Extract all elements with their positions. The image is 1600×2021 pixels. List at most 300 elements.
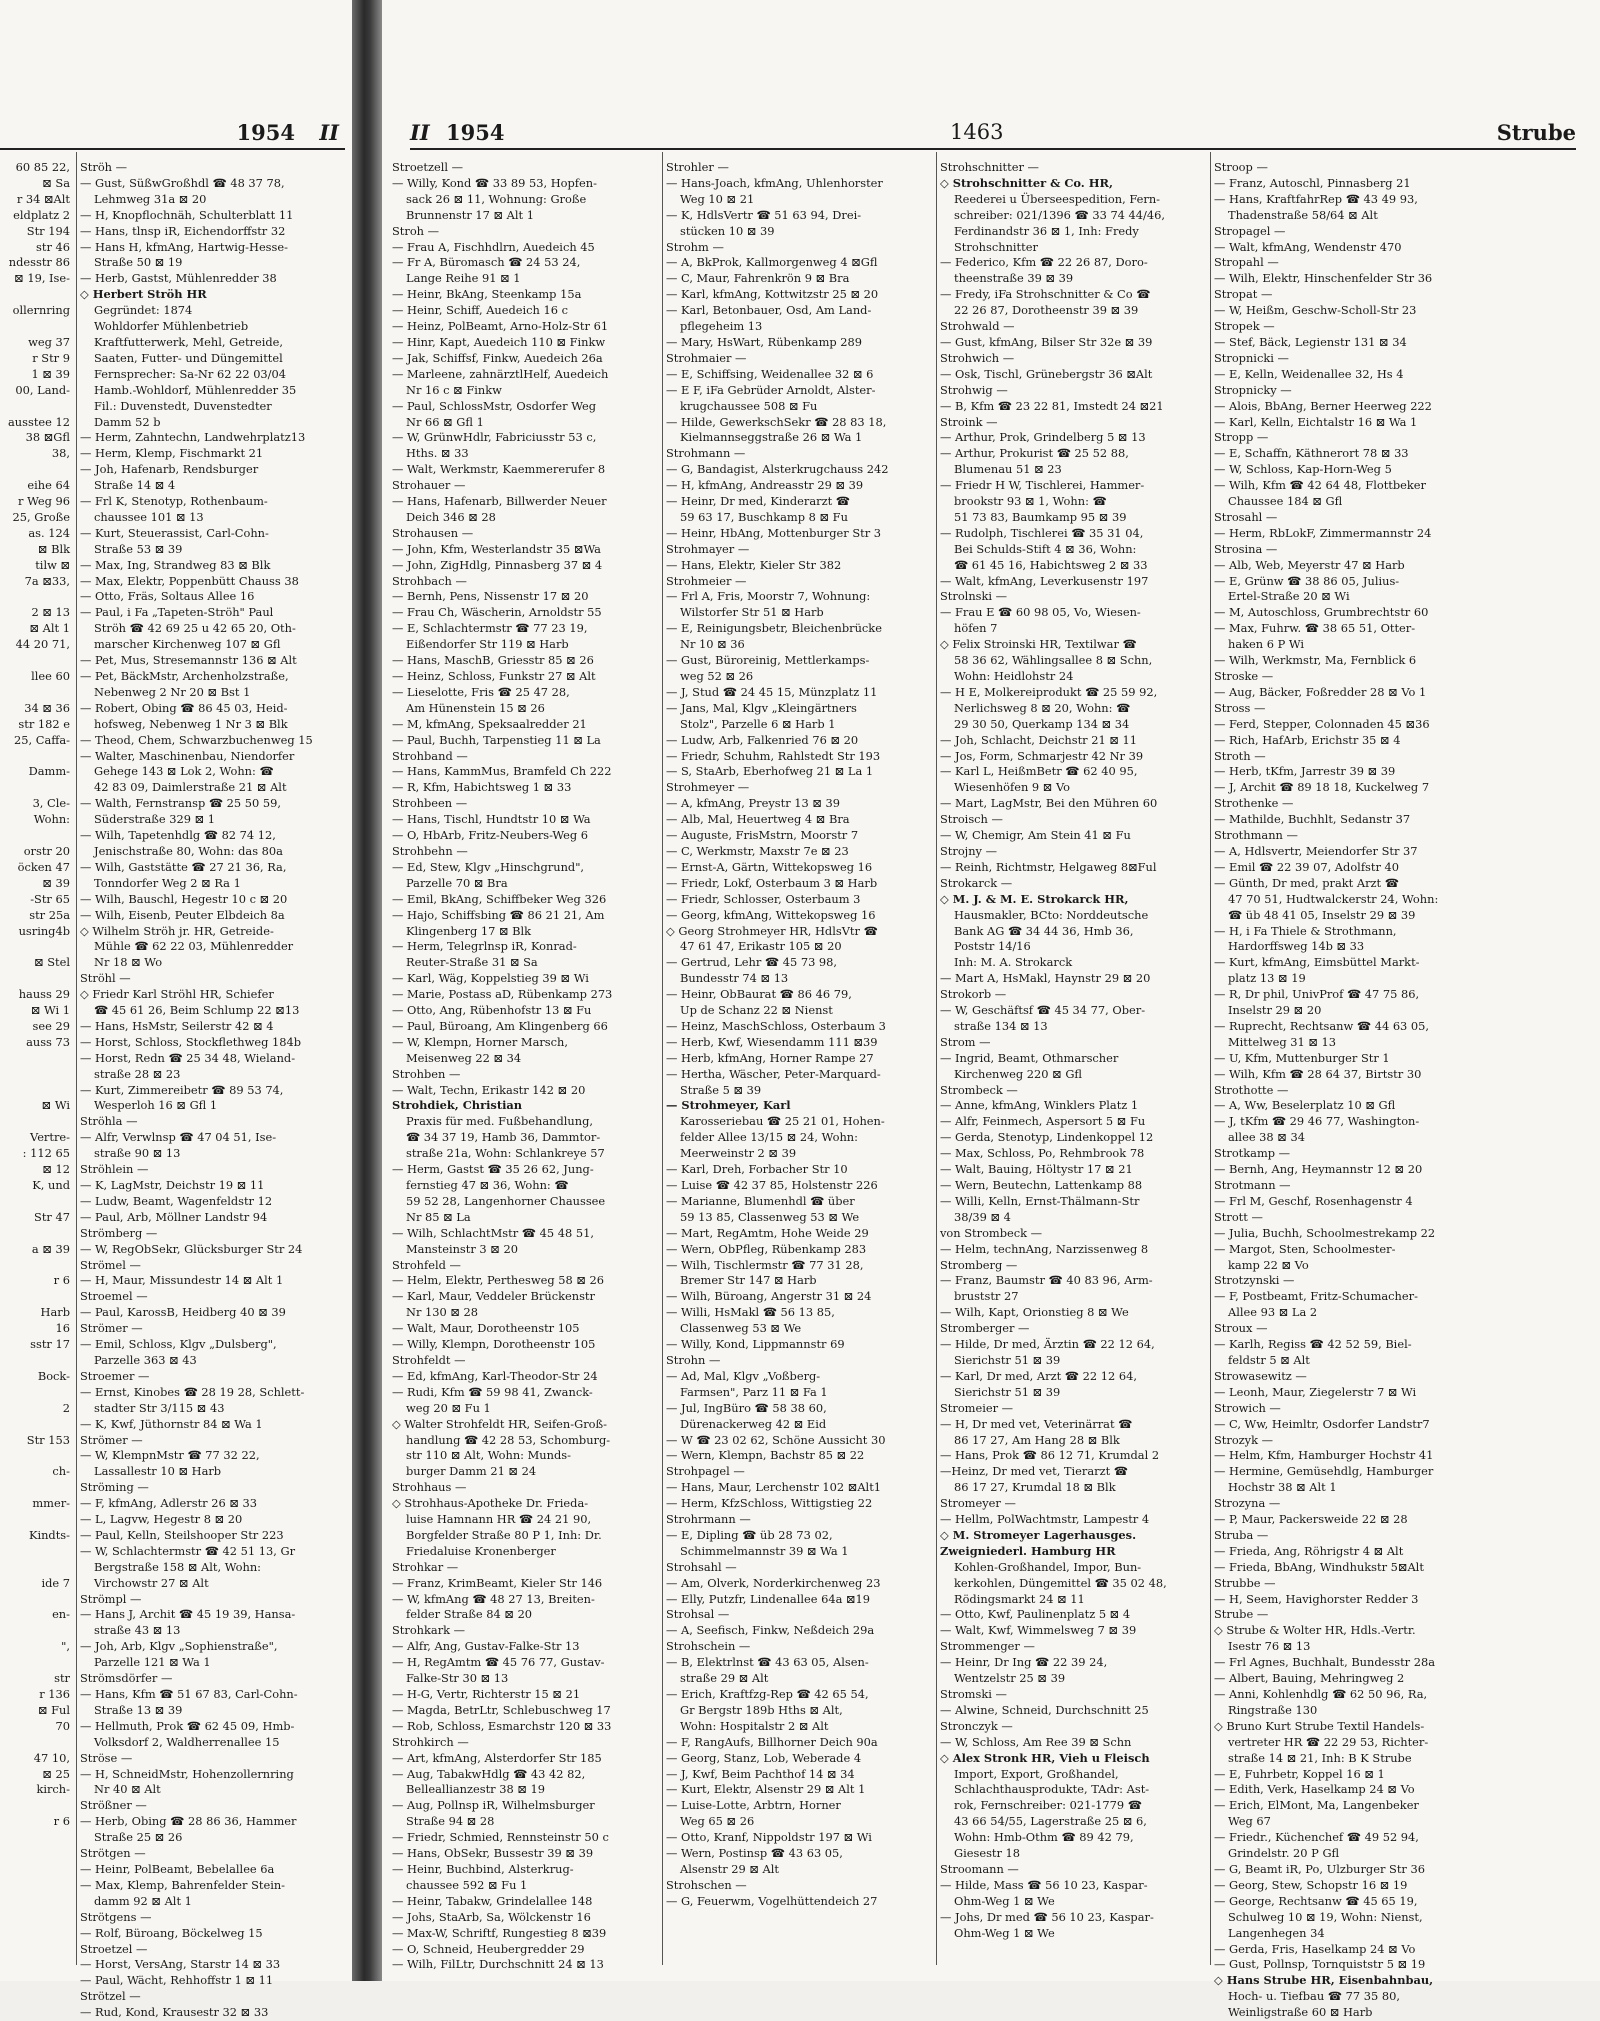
directory-entry-line: — Anni, Kohlenhdlg ☎ 62 50 96, Ra, [1214,1687,1428,1701]
surname-heading: Stropahl — [1214,255,1279,270]
fragment-line: orstr 20 [23,843,70,858]
directory-entry-line: — Marleene, zahnärztlHelf, Auedeich [392,366,609,381]
directory-entry-line: — Gust, kfmAng, Bilser Str 32e ⊠ 39 [940,334,1153,349]
left-header-section: II [319,120,339,145]
directory-entry-line: Bundesstr 74 ⊠ 13 [680,971,789,986]
directory-entry-line: — Hans H, kfmAng, Hartwig-Hesse- [80,239,288,254]
surname-heading: Strohschen — [666,1877,747,1892]
fragment-line [0,939,72,955]
left-page [0,0,352,2020]
directory-entry-line: 47 61 47, Erikastr 105 ⊠ 20 [680,939,842,954]
surname-heading: von Strombeck — [940,1225,1043,1240]
directory-entry-line: — H, kfmAng, Andreasstr 29 ⊠ 39 [666,478,864,493]
directory-entry-line: — Herb, Obing ☎ 28 86 36, Hammer [80,1814,297,1829]
surname-heading: Strokarck — [940,875,1013,890]
directory-entry-line: — J, Stud ☎ 24 45 15, Münzplatz 11 [666,684,878,699]
directory-entry-line: straße 28 ⊠ 23 [94,1066,181,1081]
directory-entry-line: — Hermine, Gemüsehdlg, Hamburger [1214,1464,1434,1479]
fragment-line [0,1051,72,1067]
directory-entry-line: — Hans, Maur, Lerchenstr 102 ⊠Alt1 [666,1480,882,1495]
fragment-line: llee 60 [31,669,70,683]
directory-entry-line: — H, Dr med vet, Veterinärrat ☎ [940,1416,1133,1431]
directory-entry-line: — P, Maur, Packersweide 22 ⊠ 28 [1214,1512,1408,1527]
directory-entry-line: Am Hünenstein 15 ⊠ 26 [406,700,545,715]
directory-entry-line: Weg 67 [1228,1814,1271,1829]
directory-entry-line: — Hans, Prok ☎ 86 12 71, Krumdal 2 [940,1448,1160,1463]
directory-entry-line: — Herb, Gastst, Mühlenredder 38 [80,271,277,286]
fragment-line [0,1560,72,1576]
fragment-line: 7a ⊠33, [24,573,70,588]
directory-entry-line: ◇ M. J. & M. E. Strokarck HR, [940,891,1129,906]
directory-entry-line: — Strohmeyer, Karl [666,1098,791,1113]
fragment-line [0,1385,72,1401]
directory-entry-line: — Wilh, Kapt, Orionstieg 8 ⊠ We [940,1305,1129,1320]
fragment-line: eldplatz 2 [13,207,70,222]
surname-heading: Strohn — [666,1352,721,1367]
fragment-line [0,1623,72,1639]
right-header-year: 1954 [446,120,505,145]
surname-heading: Strotmann — [1214,1178,1291,1192]
surname-heading: Strohler — [666,160,729,174]
directory-entry-line: — Joh, Schlacht, Deichstr 21 ⊠ 11 [940,732,1137,747]
directory-entry-line: Hths. ⊠ 33 [406,446,469,461]
surname-heading: Stroop — [1214,160,1268,174]
directory-entry-line: — Heinr, Tabakw, Grindelallee 148 [392,1893,593,1908]
fragment-line [0,1083,72,1099]
directory-entry-line: — Max, Schloss, Po, Rehmbrook 78 [940,1146,1145,1161]
fragment-line: r 34 ⊠Alt [16,191,70,206]
directory-entry-line: — Gerda, Stenotyp, Lindenkoppel 12 [940,1130,1154,1145]
directory-entry-line: ◇ Georg Strohmeyer HR, HdlsVtr ☎ [666,923,878,938]
page-number: 1463 [950,120,1004,144]
directory-entry-line: — H, Maur, Missundestr 14 ⊠ Alt 1 [80,1273,284,1288]
fragment-line: 2 ⊠ 13 [31,605,70,620]
directory-entry-line: Nr 16 c ⊠ Finkw [406,382,502,397]
directory-entry-line: — Hans, KraftfahrRep ☎ 43 49 93, [1214,191,1418,206]
surname-heading: Strojny — [940,843,997,858]
directory-entry-line: Nr 18 ⊠ Wo [94,955,163,970]
directory-entry-line: Weinligstraße 60 ⊠ Harb [1228,2005,1373,2020]
directory-entry-line: Nebenweg 2 Nr 20 ⊠ Bst 1 [94,684,251,699]
surname-heading: Strozyk — [1214,1432,1274,1447]
directory-entry-line: Kirchenweg 220 ⊠ Gfl [954,1066,1083,1081]
directory-entry-line: — Erich, ElMont, Ma, Langenbeker [1214,1798,1419,1813]
directory-entry-line: — H, i Fa Thiele & Strothmann, [1214,923,1397,938]
directory-entry-line: — Wern, ObPfleg, Rübenkamp 283 [666,1241,867,1256]
directory-entry-line: felder Allee 13/15 ⊠ 24, Wohn: [680,1130,858,1145]
fragment-line: Wohn: [33,812,70,827]
left-page-header [0,118,345,150]
directory-entry-line: — Hans-Joach, kfmAng, Uhlenhorster [666,175,883,190]
directory-entry-line: Fernsprecher: Sa-Nr 62 22 03/04 [94,366,287,381]
directory-entry-line: — Wilh, Werkmstr, Ma, Fernblick 6 [1214,653,1417,668]
fragment-line [0,1544,72,1560]
surname-heading: Strohhaus — [392,1480,467,1495]
directory-entry-line: — K, HdlsVertr ☎ 51 63 94, Drei- [666,207,862,222]
directory-entry-line: Virchowstr 27 ⊠ Alt [94,1575,209,1590]
directory-entry-line: Mansteinstr 3 ⊠ 20 [406,1241,518,1256]
directory-entry-line: — Hans, Elektr, Kieler Str 382 [666,557,842,572]
directory-entry-line: Weg 65 ⊠ 26 [680,1814,755,1829]
directory-entry-line: — Frl K, Stenotyp, Rothenbaum- [80,494,268,509]
fragment-line: ", [61,1639,70,1654]
directory-entry-line: 86 17 27, Krumdal 18 ⊠ Blk [954,1480,1116,1495]
directory-entry-line: Wiesenhöfen 9 ⊠ Vo [954,780,1070,795]
directory-entry-line: — Georg, Stew, Schopstr 16 ⊠ 19 [1214,1877,1408,1892]
directory-entry-line: Nr 40 ⊠ Alt [94,1782,161,1797]
directory-entry-line: — Alwine, Schneid, Durchschnitt 25 [940,1702,1149,1717]
fragment-line: str 182 e [18,716,70,731]
directory-entry-line: Wohn: Heidlohstr 24 [954,669,1074,683]
fragment-line [0,828,72,844]
directory-entry-line: — A, Hdlsvertr, Meiendorfer Str 37 [1214,843,1418,858]
directory-entry-line: — Wilh, Büroang, Angerstr 31 ⊠ 24 [666,1289,872,1304]
directory-entry-line: — Paul, Buchh, Tarpenstieg 11 ⊠ La [392,732,601,747]
directory-entry-line: — Stef, Bäck, Legienstr 131 ⊠ 34 [1214,334,1407,349]
directory-entry-line: — Auguste, FrisMstrn, Moorstr 7 [666,828,859,843]
directory-entry-line: sack 26 ⊠ 11, Wohnung: Große [406,191,587,206]
right-page-header [410,118,1576,150]
surname-heading: Strothmann — [1214,828,1298,843]
surname-heading: Strozyna — [1214,1496,1281,1511]
fragment-line: Damm- [28,764,70,779]
directory-entry-line: — G, Beamt iR, Po, Ulzburger Str 36 [1214,1861,1425,1876]
directory-entry-line: — Walt, Kwf, Wimmelsweg 7 ⊠ 39 [940,1623,1137,1638]
directory-entry-line: Ferdinandstr 36 ⊠ 1, Inh: Fredy [954,223,1139,238]
directory-entry-line: — Max-W, Schriftf, Rungestieg 8 ⊠39 [392,1925,607,1940]
directory-entry-line: — Erich, Kraftfzg-Rep ☎ 42 65 54, [666,1687,869,1701]
surname-heading: Strohausen — [392,525,474,540]
directory-entry-line: — B, Elektrlnst ☎ 43 63 05, Alsen- [666,1655,869,1670]
fragment-line: 1 ⊠ 39 [31,366,70,381]
directory-entry-line: — Willi, Kelln, Ernst-Thälmann-Str [940,1193,1140,1208]
directory-entry-line: — O, Schneid, Heubergredder 29 [392,1941,585,1956]
surname-heading: Strömsdörfer — [80,1671,173,1686]
directory-entry-line: — Herb, tKfm, Jarrestr 39 ⊠ 39 [1214,764,1396,779]
fragment-line: ollernring [12,303,70,318]
directory-entry-line: — M, kfmAng, Speksaalredder 21 [392,716,587,731]
directory-entry-line: Nr 130 ⊠ 28 [406,1305,479,1320]
directory-entry-line: — John, ZigHdlg, Pinnasberg 37 ⊠ 4 [392,557,603,572]
surname-heading: Strohmeier — [666,573,747,588]
directory-entry-line: — Karl, Betonbauer, Osd, Am Land- [666,303,872,318]
directory-entry-line: — Helm, technAng, Narzissenweg 8 [940,1241,1149,1256]
directory-entry-line: — Friedr H W, Tischlerei, Hammer- [940,478,1145,493]
directory-entry-line: — Rob, Schloss, Esmarchstr 120 ⊠ 33 [392,1718,612,1733]
fragment-line [0,780,72,796]
surname-heading: Strohfeld — [392,1257,461,1272]
directory-entry-line: Gr Bergstr 189b Hths ⊠ Alt, [680,1702,843,1717]
surname-heading: Strohben — [392,1066,461,1081]
directory-entry-line: — Rich, HafArb, Erichstr 35 ⊠ 4 [1214,732,1401,747]
directory-entry-line: 59 52 28, Langenhorner Chaussee [406,1193,606,1208]
fragment-line: 70 [55,1718,70,1733]
directory-entry-line: — W, Geschäftsf ☎ 45 34 77, Ober- [940,1003,1146,1018]
directory-entry-line: 22 26 87, Dorotheenstr 39 ⊠ 39 [954,303,1139,318]
surname-heading: Strömel — [80,1257,141,1272]
directory-entry-line: Wesperloh 16 ⊠ Gfl 1 [94,1098,218,1113]
directory-entry-line: — Frau E ☎ 60 98 05, Vo, Wiesen- [940,605,1141,620]
fragment-line: r Str 9 [32,350,70,365]
directory-entry-line: Fil.: Duvenstedt, Duvenstedter [94,398,272,413]
directory-entry-line: 47 70 51, Hudtwalckerstr 24, Wohn: [1228,891,1439,906]
surname-heading: Strohsal — [666,1607,730,1622]
directory-entry-line: — Paul, KarossB, Heidberg 40 ⊠ 39 [80,1305,286,1320]
surname-heading: Stropp — [1214,430,1269,445]
directory-entry-line: — Jos, Form, Schmarjestr 42 Nr 39 [940,748,1144,763]
directory-entry-line: — Hajo, Schiffsbing ☎ 86 21 21, Am [392,907,605,922]
directory-entry-line: — Aug, TabakwHdlg ☎ 43 42 82, [392,1766,586,1781]
directory-entry-line: — Frau A, Fischhdlrn, Auedeich 45 [392,239,595,254]
fragment-line: 38, [51,446,70,461]
directory-entry-line: — John, Kfm, Westerlandstr 35 ⊠Wa [392,541,601,556]
surname-heading: Strohm — [666,239,724,254]
surname-heading: Stropnicki — [1214,350,1289,365]
directory-entry-line: — E, Reinigungsbetr, Bleichenbrücke [666,621,882,636]
directory-entry-line: — Frieda, BbAng, Windhukstr 5⊠Alt [1214,1559,1424,1574]
directory-entry-line: — Heinr, BkAng, Steenkamp 15a [392,287,582,302]
directory-entry-line: Meerweinstr 2 ⊠ 39 [680,1146,797,1161]
directory-entry-line: — G, Bandagist, Alsterkrugchauss 242 [666,462,889,477]
directory-entry-line: Bei Schulds-Stift 4 ⊠ 36, Wohn: [954,541,1137,556]
surname-heading: Stroetzell — [392,160,464,174]
directory-entry-line: 43 66 54/55, Lagerstraße 25 ⊠ 6, [954,1814,1147,1829]
surname-heading: Strowasewitz — [1214,1368,1307,1383]
directory-entry-line: höfen 7 [954,621,998,636]
directory-entry-line: — Margot, Sten, Schoolmester- [1214,1241,1396,1256]
fragment-line: 3, Cle- [32,796,70,811]
directory-entry-line: — Horst, VersAng, Starstr 14 ⊠ 33 [80,1957,281,1972]
directory-entry-line: — E F, iFa Gebrüder Arnoldt, Alster- [666,382,876,397]
directory-entry-line: — A, Seefisch, Finkw, Neßdeich 29a [666,1623,875,1638]
surname-heading: Stropek — [1214,319,1275,334]
surname-heading: Strolnski — [940,589,1008,604]
directory-entry-line: — Heinr, Dr med, Kinderarzt ☎ [666,494,850,509]
surname-heading: Strohbach — [392,573,467,588]
directory-entry-line: — Leonh, Maur, Ziegelerstr 7 ⊠ Wi [1214,1384,1417,1399]
directory-entry-line: Nr 10 ⊠ 36 [680,637,745,652]
surname-heading: Stromeier — [940,1400,1014,1415]
directory-column-2 [392,160,658,1972]
directory-entry-line: — J, Kwf, Beim Pachthof 14 ⊠ 34 [666,1766,855,1781]
surname-heading: Strokorb — [940,987,1007,1002]
directory-entry-line: — C, Werkmstr, Maxstr 7e ⊠ 23 [666,843,849,858]
fragment-line: ⊠ 12 [42,1162,70,1177]
directory-entry-line: —Heinz, Dr med vet, Tierarzt ☎ [940,1464,1128,1479]
directory-entry-line: — Willy, Kond ☎ 33 89 53, Hopfen- [392,175,597,190]
directory-entry-line: — Edith, Verk, Haselkamp 24 ⊠ Vo [1214,1782,1415,1797]
directory-entry-line: — Mathilde, Buchhlt, Sedanstr 37 [1214,812,1411,827]
directory-entry-line: — E, Schlachtermstr ☎ 77 23 19, [392,621,588,636]
surname-heading: Stroetzel — [80,1941,148,1956]
directory-entry-line: Kraftfutterwerk, Mehl, Getreide, [94,334,284,349]
directory-entry-line: — Reinh, Richtmstr, Helgaweg 8⊠Ful [940,859,1157,874]
directory-entry-line: — Theod, Chem, Schwarzbuchenweg 15 [80,732,313,747]
directory-entry-line: — Pet, BäckMstr, Archenholzstraße, [80,669,289,683]
fragment-line: as. 124 [28,525,70,540]
directory-entry-line: — Karl, Kelln, Eichtalstr 16 ⊠ Wa 1 [1214,414,1418,429]
fragment-line [0,1798,72,1814]
directory-entry-line: — Walt, kfmAng, Leverkusenstr 197 [940,573,1149,588]
directory-entry-line: straße 90 ⊠ 13 [94,1146,181,1161]
directory-entry-line: 59 13 85, Classenweg 53 ⊠ We [680,1209,860,1224]
directory-entry-line: — Gust, SüßwGroßhdl ☎ 48 37 78, [80,175,285,190]
fragment-line: 34 ⊠ 36 [24,700,70,715]
directory-entry-line: Giesestr 18 [954,1846,1021,1861]
directory-entry-line: — Kurt, Zimmereibetr ☎ 89 53 74, [80,1082,284,1097]
directory-entry-line: Classenweg 53 ⊠ We [680,1321,802,1336]
directory-entry-line: ☎ 45 61 26, Beim Schlump 22 ⊠13 [94,1003,300,1018]
directory-entry-line: — Otto, Ang, Rübenhofstr 13 ⊠ Fu [392,1003,592,1018]
surname-heading: Strömer — [80,1321,143,1336]
fragment-line [0,589,72,605]
fragment-line [0,1226,72,1242]
surname-heading: Strohmann — [666,446,746,461]
directory-entry-line: — Walt, Werkmstr, Kaemmererufer 8 [392,462,606,477]
directory-entry-line: — Hertha, Wäscher, Peter-Marquard- [666,1066,881,1081]
directory-entry-line: — Günth, Dr med, prakt Arzt ☎ [1214,875,1399,890]
directory-entry-line: Alsenstr 29 ⊠ Alt [680,1861,780,1876]
directory-entry-line: Dürenackerweg 42 ⊠ Eid [680,1416,827,1431]
directory-entry-line: Straße 53 ⊠ 39 [94,541,183,556]
surname-heading: Strohband — [392,748,468,763]
surname-heading: Strommenger — [940,1639,1035,1654]
fragment-line [0,1114,72,1130]
directory-entry-line: — F, kfmAng, Adlerstr 26 ⊠ 33 [80,1496,258,1511]
directory-entry-line: Sierichstr 51 ⊠ 39 [954,1352,1061,1367]
directory-entry-line: Straße 14 ⊠ 4 [94,478,176,493]
directory-entry-line: — Hilde, GewerkschSekr ☎ 28 83 18, [666,414,887,429]
directory-entry-line: Mühle ☎ 62 22 03, Mühlenredder [94,939,294,954]
fragment-line [0,1655,72,1671]
directory-entry-line: — Hilde, Dr med, Ärztin ☎ 22 12 64, [940,1337,1155,1352]
directory-entry-line: Eißendorfer Str 119 ⊠ Harb [406,637,569,652]
surname-heading: Strohwig — [940,382,1008,397]
fragment-line: ⊠ Alt 1 [29,621,70,636]
surname-heading: Strom — [940,1034,991,1049]
directory-entry-line: Inselstr 29 ⊠ 20 [1228,1003,1322,1018]
fragment-line: str [54,1671,70,1686]
directory-entry-line: — Herm, Zahntechn, Landwehrplatz13 [80,430,306,445]
fragment-line: see 29 [32,1018,70,1033]
directory-entry-line: Hardorffsweg 14b ⊠ 33 [1228,939,1365,954]
directory-entry-line: — Alb, Web, Meyerstr 47 ⊠ Harb [1214,557,1405,572]
directory-entry-line: hofsweg, Nebenweg 1 Nr 3 ⊠ Blk [94,716,288,731]
directory-entry-line: Bank AG ☎ 34 44 36, Hmb 36, [954,923,1134,938]
directory-entry-line: — Aug, Bäcker, Foßredder 28 ⊠ Vo 1 [1214,684,1427,699]
directory-entry-line: — Alois, BbAng, Berner Heerweg 222 [1214,398,1432,413]
directory-entry-line: — Ludw, Arb, Falkenried 76 ⊠ 20 [666,732,859,747]
fragment-line: r Weg 96 [18,494,70,509]
directory-entry-line: — Wilh, FilLtr, Durchschnitt 24 ⊠ 13 [392,1957,604,1972]
directory-entry-line: bruststr 27 [954,1289,1019,1304]
directory-entry-line: — Frl Agnes, Buchhalt, Bundesstr 28a [1214,1655,1436,1670]
directory-entry-line: — W, KlempnMstr ☎ 77 32 22, [80,1448,260,1463]
surname-heading: Stroink — [940,414,998,429]
directory-entry-line: — Friedr, Schmied, Rennsteinstr 50 c [392,1830,609,1845]
directory-entry-line: — Walt, Bauing, Höltystr 17 ⊠ 21 [940,1162,1133,1177]
directory-entry-line: — Hans, ObSekr, Bussestr 39 ⊠ 39 [392,1846,594,1861]
directory-entry-line: Reuter-Straße 31 ⊠ Sa [406,955,538,970]
fragment-line [0,1353,72,1369]
directory-entry-line: ◇ Strohschnitter & Co. HR, [940,175,1113,190]
directory-entry-line: — C, Maur, Fahrenkrön 9 ⊠ Bra [666,271,850,286]
directory-entry-line: — Frl M, Geschf, Rosenhagenstr 4 [1214,1193,1413,1208]
directory-entry-line: — Willy, Klempn, Dorotheenstr 105 [392,1337,596,1352]
directory-entry-line: — Alb, Mal, Heuertweg 4 ⊠ Bra [666,812,850,827]
fragment-line: sstr 17 [30,1337,70,1352]
surname-heading: Strötgen — [80,1846,146,1861]
directory-entry-line: weg 20 ⊠ Fu 1 [406,1400,491,1415]
directory-entry-line: fernstieg 47 ⊠ 36, Wohn: ☎ [406,1178,569,1192]
directory-entry-line: — Kurt, Elektr, Alsenstr 29 ⊠ Alt 1 [666,1782,866,1797]
directory-entry-line: — Friedr, Schlosser, Osterbaum 3 [666,891,861,906]
directory-entry-line: — W ☎ 23 02 62, Schöne Aussicht 30 [666,1432,886,1447]
fragment-line: ch- [52,1464,70,1479]
directory-entry-line: — Rolf, Büroang, Böckelweg 15 [80,1925,263,1940]
directory-entry-line: Nr 85 ⊠ La [406,1209,471,1224]
directory-entry-line: — Walt, kfmAng, Wendenstr 470 [1214,239,1402,254]
fragment-line [0,1735,72,1751]
directory-entry-line: — Art, kfmAng, Alsterdorfer Str 185 [392,1750,602,1765]
fragment-line: str 25a [29,907,70,922]
surname-heading: Strohmayer — [666,541,750,556]
surname-heading: Ströse — [80,1750,133,1765]
directory-entry-line: — Karl, Wäg, Koppelstieg 39 ⊠ Wi [392,971,589,986]
directory-entry-line: — Emil, BkAng, Schiffbeker Weg 326 [392,891,607,906]
directory-entry-line: rok, Fernschreiber: 021-1779 ☎ [954,1798,1142,1813]
directory-entry-line: — Max, Klemp, Bahrenfelder Stein- [80,1877,286,1892]
directory-entry-line: — Karl, Dr med, Arzt ☎ 22 12 64, [940,1368,1137,1383]
directory-entry-line: Gegründet: 1874 [94,303,193,318]
directory-entry-line: Belleallianzestr 38 ⊠ 19 [406,1782,545,1797]
directory-entry-line: — Mart, RegAmtm, Hohe Weide 29 [666,1225,869,1240]
directory-entry-line: straße 134 ⊠ 13 [954,1018,1048,1033]
directory-entry-line: ◇ Strohhaus-Apotheke Dr. Frieda- [392,1496,589,1511]
fragment-line: hauss 29 [18,987,70,1002]
running-name-header: Strube [1496,120,1576,145]
directory-entry-line: Allee 93 ⊠ La 2 [1228,1305,1318,1320]
directory-entry-line: — Heinr, HbAng, Mottenburger Str 3 [666,525,882,540]
directory-entry-line: — H, RegAmtm ☎ 45 76 77, Gustav- [392,1655,605,1670]
directory-entry-line: Langenhegen 34 [1228,1925,1325,1940]
directory-entry-line: Inh: M. A. Strokarck [954,955,1073,970]
directory-entry-line: — H, Knopflochnäh, Schulterblatt 11 [80,207,294,222]
directory-entry-line: — Aug, Pollnsp iR, Wilhelmsburger [392,1798,595,1813]
column-rule [1210,152,1211,1965]
directory-entry-line: — Bernh, Pens, Nissenstr 17 ⊠ 20 [392,589,589,604]
directory-entry-line: stadter Str 3/115 ⊠ 43 [94,1400,225,1415]
directory-entry-line: Karosseriebau ☎ 25 21 01, Hohen- [680,1114,885,1129]
fragment-line [0,319,72,335]
fragment-line [0,1194,72,1210]
directory-entry-line: 38/39 ⊠ 4 [954,1209,1011,1224]
directory-entry-line: — J, Archit ☎ 89 18 18, Kuckelweg 7 [1214,780,1430,795]
directory-entry-line: stücken 10 ⊠ 39 [680,223,775,238]
directory-entry-line: — Willy, Kond, Lippmannstr 69 [666,1337,845,1352]
directory-entry-line: marscher Kirchenweg 107 ⊠ Gfl [94,637,281,652]
directory-entry-line: Blumenau 51 ⊠ 23 [954,462,1062,477]
directory-entry-line: — Mary, HsWart, Rübenkamp 289 [666,334,863,349]
directory-entry-line: Tonndorfer Weg 2 ⊠ Ra 1 [94,875,241,890]
directory-column-3 [666,160,932,1965]
directory-entry-line: Chaussee 184 ⊠ Gfl [1228,494,1343,509]
fragment-line [0,1592,72,1608]
fragment-line [0,971,72,987]
directory-entry-line: Wohn: Hmb-Othm ☎ 89 42 79, [954,1830,1134,1845]
directory-entry-line: — Magda, BetrLtr, Schlebuschweg 17 [392,1702,611,1717]
surname-heading: Strömpl — [80,1591,142,1606]
